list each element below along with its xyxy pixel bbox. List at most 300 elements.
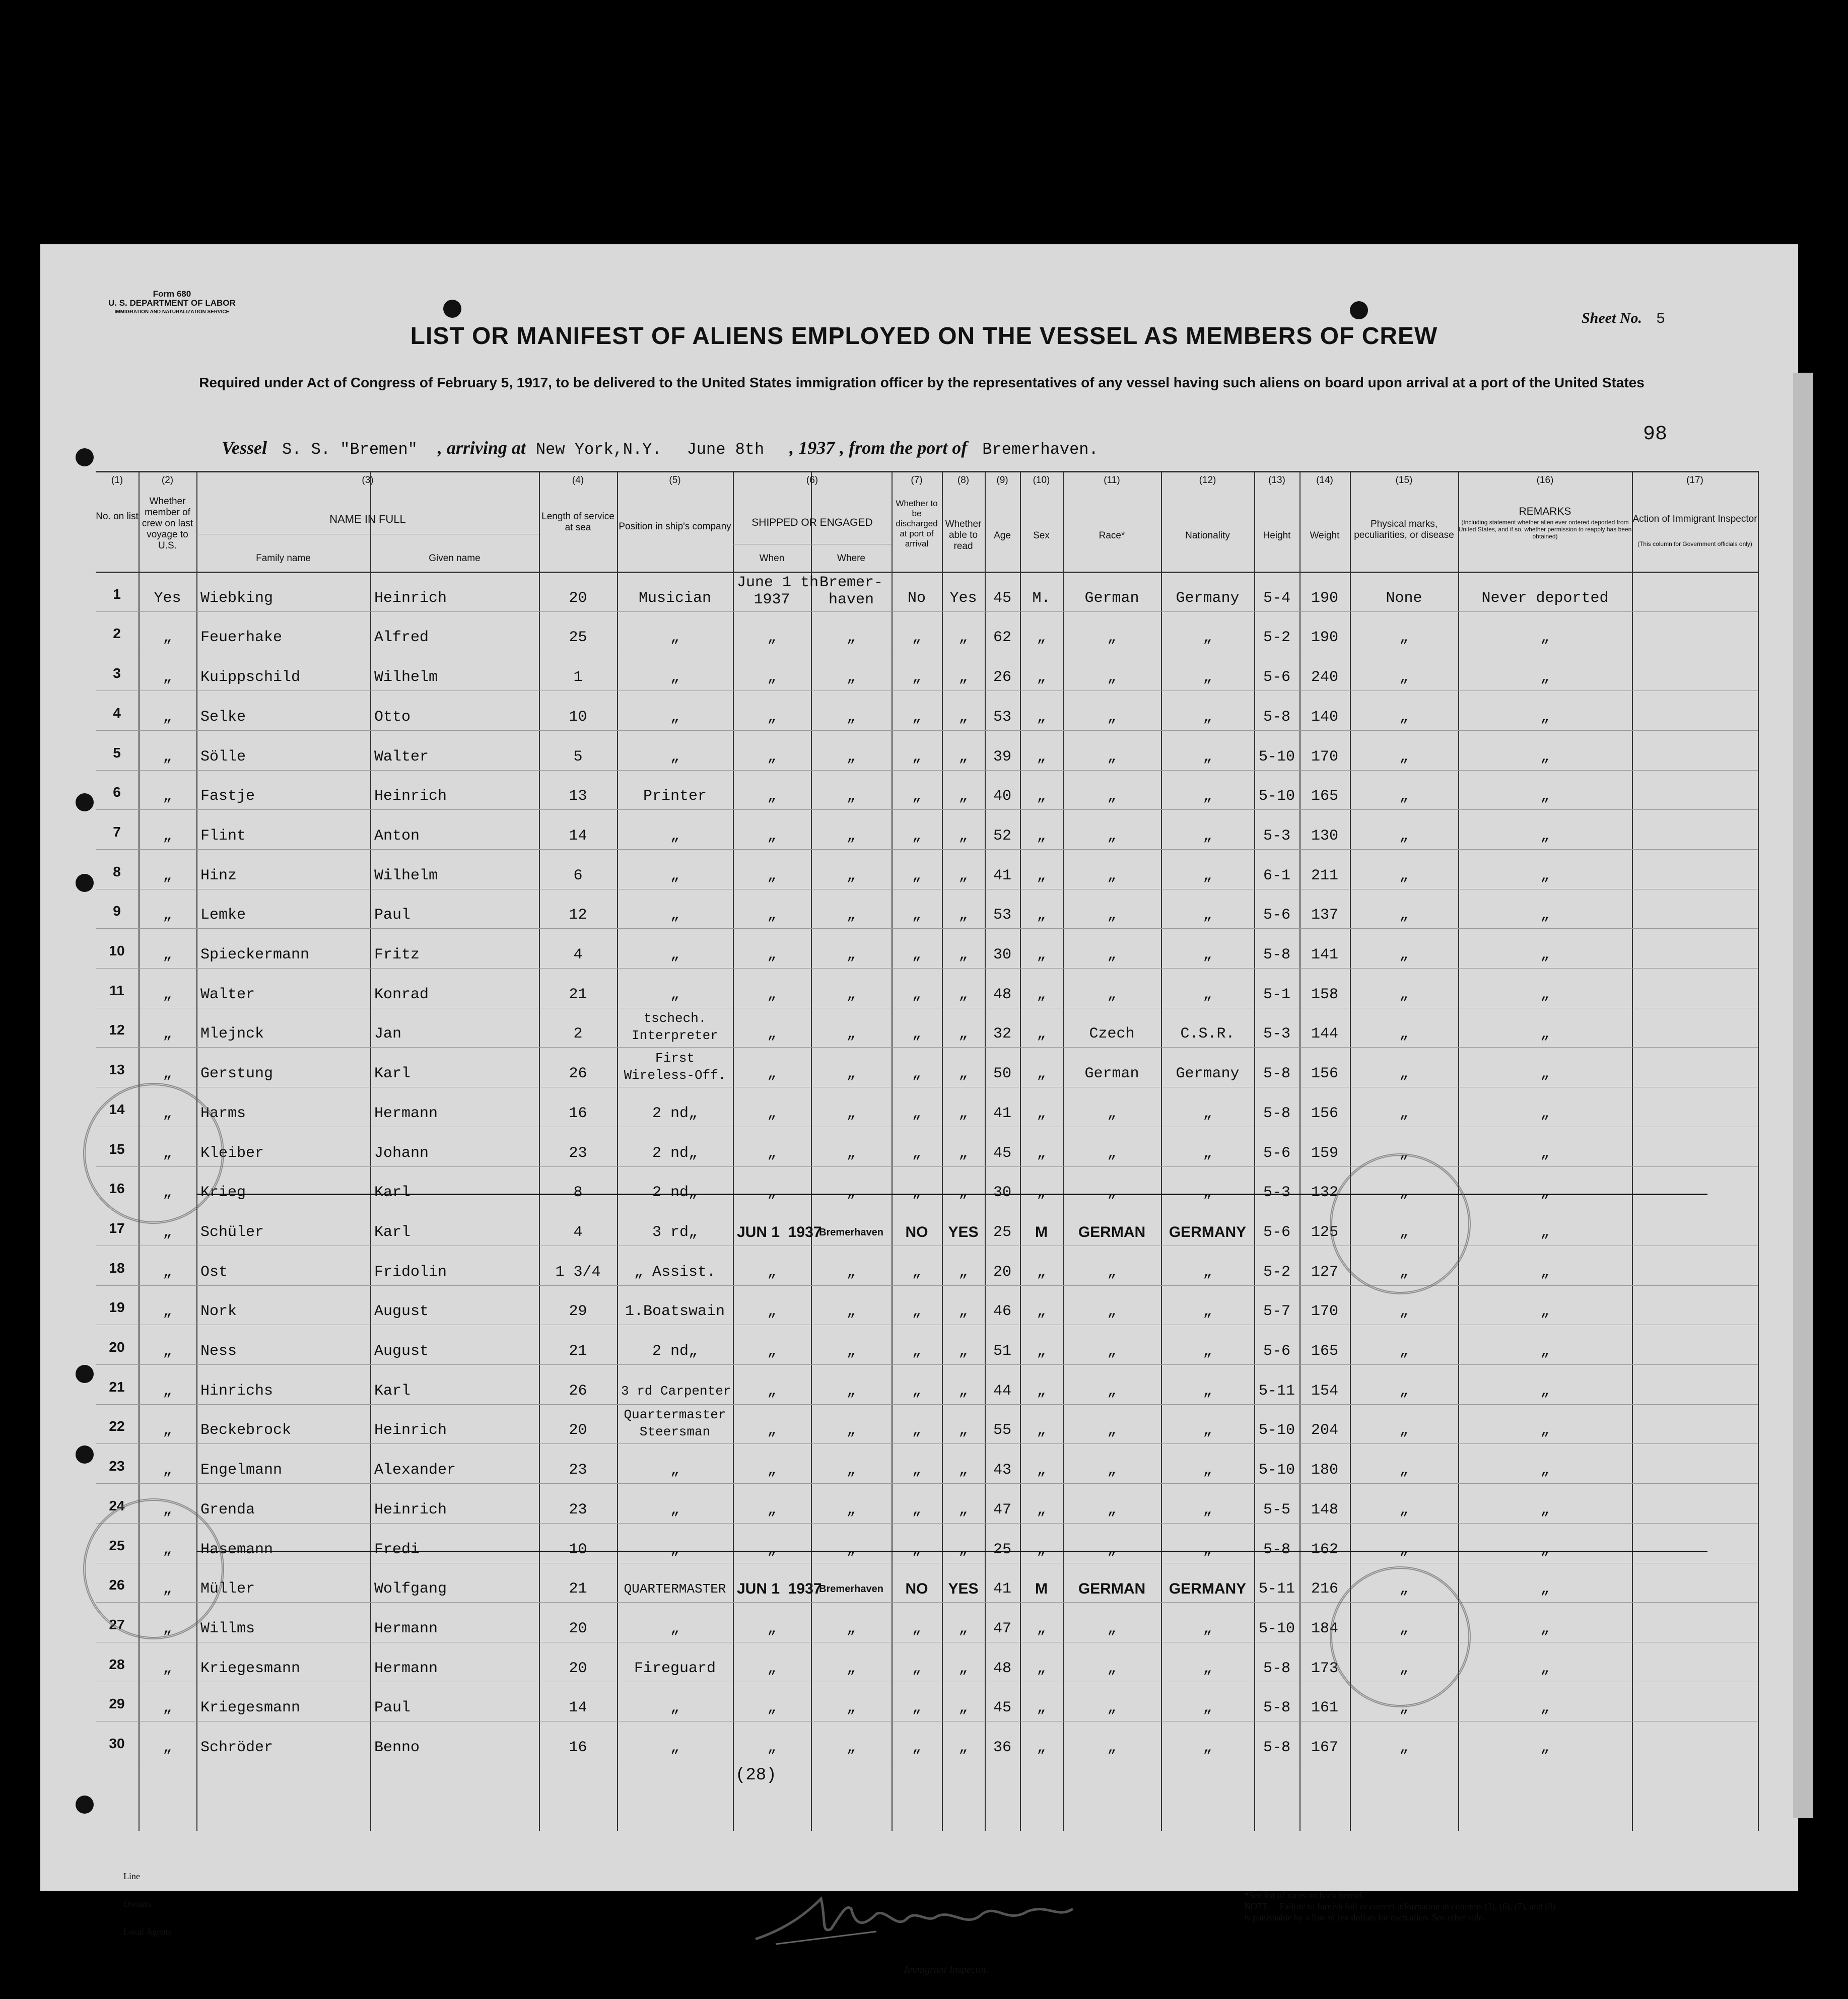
able-to-read: „ [959, 788, 968, 805]
age: 36 [993, 1739, 1011, 1756]
row-number: 27 [109, 1616, 125, 1632]
physical-marks: „ [1399, 1422, 1409, 1439]
shipped-where: „ [846, 986, 856, 1003]
race: „ [1107, 1184, 1117, 1202]
physical-marks: „ [1399, 1462, 1409, 1479]
crew-table [96, 471, 1758, 1831]
discharged: „ [912, 1144, 921, 1162]
weight: 162 [1311, 1541, 1338, 1558]
table-top-rule [96, 471, 1758, 472]
remarks: „ [1540, 907, 1550, 924]
nationality: „ [1203, 986, 1212, 1003]
page-subtitle: Required under Act of Congress of February 5, 1917, to be delivered to the United States immigration officer by the representatives of any vessel having such aliens on board upon arrival at a port of the United States [199, 375, 1645, 390]
crew-on-last-voyage: „ [163, 946, 172, 963]
nationality: „ [1203, 1382, 1212, 1400]
shipped-where: „ [846, 748, 856, 766]
shipped-when: „ [767, 669, 777, 686]
given-name: Benno [374, 1739, 420, 1756]
weight: 165 [1311, 1343, 1338, 1360]
row-number: 16 [109, 1181, 125, 1197]
weight: 204 [1311, 1422, 1338, 1439]
physical-marks: „ [1399, 1501, 1409, 1519]
physical-marks: „ [1399, 748, 1409, 766]
page-title: LIST OR MANIFEST OF ALIENS EMPLOYED ON THE VESSEL AS MEMBERS OF CREW [410, 323, 1438, 350]
header-no-on-list: No. on list [96, 511, 139, 522]
crew-on-last-voyage: „ [163, 1739, 172, 1756]
crew-on-last-voyage: „ [163, 1184, 172, 1202]
row-rule [96, 1404, 1758, 1405]
race: „ [1107, 907, 1117, 924]
shipped-where: „ [846, 1422, 856, 1439]
height: 5-3 [1263, 1025, 1290, 1043]
discharged: „ [912, 1105, 921, 1122]
shipped-where: Bremer- haven [819, 574, 883, 608]
remarks: „ [1540, 827, 1550, 845]
physical-marks: „ [1399, 1105, 1409, 1122]
shipped-when: „ [767, 1382, 777, 1400]
punch-hole [76, 448, 94, 466]
shipped-where: „ [846, 1660, 856, 1677]
race: „ [1107, 867, 1117, 884]
family-name: Hinrichs [200, 1382, 273, 1400]
length-of-service: 14 [569, 827, 587, 845]
column-rule [811, 471, 812, 1831]
row-rule [96, 928, 1758, 929]
column-rule [1020, 471, 1021, 1831]
position: 2 nd„ [652, 1343, 698, 1360]
shipped-when: „ [767, 827, 777, 845]
row-number: 14 [109, 1101, 125, 1117]
able-to-read: YES [948, 1223, 979, 1240]
position: 2 nd„ [652, 1144, 698, 1162]
height: 5-3 [1263, 827, 1290, 845]
position: „ [670, 1501, 679, 1519]
height: 5-2 [1263, 629, 1290, 647]
column-rule [370, 471, 371, 1831]
row-rule [96, 611, 1758, 612]
physical-marks: „ [1399, 788, 1409, 805]
nationality: „ [1203, 1620, 1212, 1637]
length-of-service: 10 [569, 1541, 587, 1558]
able-to-read: „ [959, 748, 968, 766]
position: tschech. Interpreter [632, 1011, 718, 1044]
crew-on-last-voyage: Yes [154, 589, 181, 607]
vessel-label: Vessel [222, 438, 267, 458]
age: 40 [993, 788, 1011, 805]
header-when: When [759, 553, 785, 564]
weight: 216 [1311, 1580, 1338, 1598]
shipped-where: „ [846, 1105, 856, 1122]
age: 48 [993, 1660, 1011, 1677]
remarks: „ [1540, 1184, 1550, 1202]
physical-marks: „ [1399, 1382, 1409, 1400]
from-port-label: , from the port of [840, 438, 968, 458]
discharged: „ [912, 669, 921, 686]
sex: „ [1037, 748, 1046, 766]
row-number: 10 [109, 943, 125, 958]
discharged: No [907, 589, 926, 607]
row-number: 24 [109, 1497, 125, 1513]
shipped-where: Bremerhaven [819, 1226, 883, 1238]
physical-marks: „ [1399, 946, 1409, 963]
height: 5-6 [1263, 907, 1290, 924]
nationality: „ [1203, 1144, 1212, 1162]
shipped-when: „ [767, 1025, 777, 1043]
remarks: „ [1540, 1025, 1550, 1043]
position: First Wireless-Off. [624, 1051, 726, 1083]
crew-on-last-voyage: „ [163, 1541, 172, 1558]
length-of-service: 4 [573, 946, 583, 963]
length-of-service: 10 [569, 708, 587, 726]
physical-marks: „ [1399, 1580, 1409, 1598]
sex: „ [1037, 669, 1046, 686]
position: QUARTERMASTER [624, 1581, 726, 1597]
nationality: C.S.R. [1180, 1025, 1235, 1043]
physical-marks: „ [1399, 1263, 1409, 1281]
given-name: Karl [374, 1382, 411, 1400]
sex: M [1035, 1223, 1048, 1240]
remarks: „ [1540, 986, 1550, 1003]
row-rule [96, 1047, 1758, 1048]
shipped-where: „ [846, 1501, 856, 1519]
family-name: Wiebking [200, 589, 273, 607]
able-to-read: „ [959, 827, 968, 845]
column-rule [942, 471, 943, 1831]
shipped-when: „ [767, 1699, 777, 1717]
header-sex: Sex [1033, 530, 1050, 541]
row-number: 11 [109, 982, 124, 998]
crew-on-last-voyage: „ [163, 1382, 172, 1400]
remarks: „ [1540, 1422, 1550, 1439]
header-weight: Weight [1310, 530, 1340, 541]
remarks: „ [1540, 1541, 1550, 1558]
punch-hole [76, 874, 94, 892]
given-name: Fritz [374, 946, 420, 963]
race: „ [1107, 1422, 1117, 1439]
able-to-read: „ [959, 1144, 968, 1162]
shipped-when: „ [767, 1144, 777, 1162]
nationality: „ [1203, 1422, 1212, 1439]
given-name: Alexander [374, 1462, 456, 1479]
physical-marks: „ [1399, 1144, 1409, 1162]
age: 52 [993, 827, 1011, 845]
height: 5-10 [1258, 788, 1295, 805]
physical-marks: „ [1399, 1303, 1409, 1321]
family-name: Mlejnck [200, 1025, 264, 1043]
shipped-where: Bremerhaven [819, 1583, 883, 1595]
crew-on-last-voyage: „ [163, 1025, 172, 1043]
shipped-where: „ [846, 1541, 856, 1558]
able-to-read: „ [959, 1343, 968, 1360]
family-name: Spieckermann [200, 946, 310, 963]
height: 5-3 [1263, 1184, 1290, 1202]
sex: „ [1037, 827, 1046, 845]
physical-marks: „ [1399, 1541, 1409, 1558]
height: 5-11 [1258, 1382, 1295, 1400]
header-shipped-engaged: SHIPPED OR ENGAGED [751, 517, 873, 528]
race: „ [1107, 708, 1117, 726]
family-name: Sölle [200, 748, 246, 766]
shipped-where: „ [846, 1620, 856, 1637]
inspector-label: Immigrant Inspector. [904, 1964, 989, 1975]
race: „ [1107, 669, 1117, 686]
able-to-read: Yes [949, 589, 977, 607]
age: 47 [993, 1620, 1011, 1637]
sex: „ [1037, 1660, 1046, 1677]
age: 39 [993, 748, 1011, 766]
length-of-service: 14 [569, 1699, 587, 1717]
discharged: „ [912, 1660, 921, 1677]
sex: „ [1037, 867, 1046, 884]
position: „ [670, 629, 679, 647]
row-number: 7 [113, 823, 121, 840]
physical-marks: „ [1399, 867, 1409, 884]
punch-hole [76, 1365, 94, 1383]
crew-on-last-voyage: „ [163, 748, 172, 766]
weight: 211 [1311, 867, 1338, 884]
family-name: Harms [200, 1105, 246, 1122]
footnote-note: NOTE.—Failure to furnish full or correct information in columns (3), (6), (7), and (8) [1244, 1901, 1556, 1911]
weight: 161 [1311, 1699, 1338, 1717]
discharged: „ [912, 1065, 921, 1083]
nationality: „ [1203, 1699, 1212, 1717]
weight: 130 [1311, 827, 1338, 845]
position: „ [670, 669, 679, 686]
physical-marks: None [1386, 589, 1422, 607]
remarks: Never deported [1481, 589, 1609, 607]
family-name: Ost [200, 1263, 228, 1281]
crew-on-last-voyage: „ [163, 669, 172, 686]
header-where: Where [837, 553, 865, 564]
weight: 154 [1311, 1382, 1338, 1400]
shipped-where: „ [846, 1263, 856, 1281]
row-count-note: (28) [735, 1766, 777, 1785]
row-number: 9 [113, 903, 121, 919]
row-rule [96, 730, 1758, 731]
race: „ [1107, 986, 1117, 1003]
nationality: „ [1203, 946, 1212, 963]
nationality: „ [1203, 788, 1212, 805]
age: 53 [993, 708, 1011, 726]
crew-on-last-voyage: „ [163, 1223, 172, 1241]
column-number: (12) [1199, 475, 1216, 486]
height: 5-10 [1258, 1620, 1295, 1637]
remarks: „ [1540, 1263, 1550, 1281]
column-rule [1632, 471, 1633, 1831]
age: 53 [993, 907, 1011, 924]
shipped-when: „ [767, 1065, 777, 1083]
column-rule [1758, 471, 1759, 1831]
age: 41 [993, 1580, 1011, 1598]
vessel-line [222, 437, 1099, 459]
remarks: „ [1540, 669, 1550, 686]
discharged: „ [912, 788, 921, 805]
form-service: IMMIGRATION AND NATURALIZATION SERVICE [114, 309, 230, 315]
column-number: (5) [669, 475, 681, 486]
shipped-where: „ [846, 1343, 856, 1360]
crew-on-last-voyage: „ [163, 629, 172, 647]
able-to-read: „ [959, 1263, 968, 1281]
family-name: Nork [200, 1303, 237, 1321]
crew-on-last-voyage: „ [163, 867, 172, 884]
able-to-read: „ [959, 1422, 968, 1439]
race: „ [1107, 1382, 1117, 1400]
crew-on-last-voyage: „ [163, 1699, 172, 1717]
row-number: 25 [109, 1537, 125, 1553]
crew-on-last-voyage: „ [163, 788, 172, 805]
consulate-stamp [83, 1498, 224, 1639]
sex: „ [1037, 1105, 1046, 1122]
able-to-read: „ [959, 1184, 968, 1202]
sex: „ [1037, 629, 1046, 647]
crew-on-last-voyage: „ [163, 1105, 172, 1122]
discharged: „ [912, 827, 921, 845]
sheet-number-label: Sheet No. [1582, 310, 1642, 326]
discharged: „ [912, 907, 921, 924]
column-rule [733, 471, 734, 1831]
position: „ [670, 907, 679, 924]
physical-marks: „ [1399, 1065, 1409, 1083]
consulate-stamp [83, 1083, 224, 1224]
able-to-read: „ [959, 1025, 968, 1043]
position: Printer [643, 788, 707, 805]
race: „ [1107, 748, 1117, 766]
shipped-where: „ [846, 708, 856, 726]
position: „ [670, 1541, 679, 1558]
column-number: (10) [1033, 475, 1050, 486]
column-number: (11) [1104, 475, 1120, 486]
length-of-service: 21 [569, 1580, 587, 1598]
discharged: „ [912, 1739, 921, 1756]
crew-on-last-voyage: „ [163, 907, 172, 924]
nationality: „ [1203, 1303, 1212, 1321]
age: 51 [993, 1343, 1011, 1360]
position: „ [670, 1699, 679, 1717]
nationality: „ [1203, 708, 1212, 726]
length-of-service: 4 [573, 1223, 583, 1241]
given-name: Heinrich [374, 788, 447, 805]
column-number: (7) [911, 475, 923, 486]
sex: „ [1037, 946, 1046, 963]
weight: 141 [1311, 946, 1338, 963]
height: 5-8 [1263, 946, 1290, 963]
shipped-where: „ [846, 1065, 856, 1083]
header-inspector-note: (This column for Government officials only) [1637, 540, 1752, 547]
header-bottom-rule [96, 572, 1758, 573]
position: „ [670, 748, 679, 766]
given-name: Heinrich [374, 1422, 447, 1439]
family-name: Schröder [200, 1739, 273, 1756]
able-to-read: „ [959, 1660, 968, 1677]
nationality: GERMANY [1169, 1580, 1247, 1598]
shipped-where: „ [846, 1739, 856, 1756]
age: 48 [993, 986, 1011, 1003]
column-rule [892, 471, 893, 1831]
shipped-where: „ [846, 827, 856, 845]
remarks: „ [1540, 1303, 1550, 1321]
sex: „ [1037, 1422, 1046, 1439]
punch-hole [76, 793, 94, 811]
given-name: Fridolin [374, 1263, 447, 1281]
age: 30 [993, 946, 1011, 963]
given-name: Wilhelm [374, 669, 438, 686]
age: 44 [993, 1382, 1011, 1400]
shipped-where: „ [846, 1025, 856, 1043]
column-rule [1161, 471, 1162, 1831]
remarks: „ [1540, 867, 1550, 884]
position: Quartermaster Steersman [624, 1407, 726, 1440]
nationality: „ [1203, 1660, 1212, 1677]
page-edge [1793, 373, 1813, 1818]
physical-marks: „ [1399, 629, 1409, 647]
shipped-where: „ [846, 788, 856, 805]
height: 5-11 [1258, 1580, 1295, 1598]
family-name: Gerstung [200, 1065, 273, 1083]
height: 5-6 [1263, 1144, 1290, 1162]
position: „ [670, 867, 679, 884]
age: 46 [993, 1303, 1011, 1321]
nationality: „ [1203, 669, 1212, 686]
form-identifier [108, 290, 236, 317]
footer-line-label: Line [123, 1871, 140, 1881]
position: „ Assist. [634, 1263, 716, 1281]
height: 5-10 [1258, 1462, 1295, 1479]
given-name: Konrad [374, 986, 429, 1003]
row-rule [96, 849, 1758, 850]
weight: 156 [1311, 1065, 1338, 1083]
crew-on-last-voyage: „ [163, 708, 172, 726]
length-of-service: 29 [569, 1303, 587, 1321]
discharged: „ [912, 1263, 921, 1281]
given-name: August [374, 1303, 429, 1321]
age: 62 [993, 629, 1011, 647]
physical-marks: „ [1399, 1699, 1409, 1717]
shipped-when: „ [767, 629, 777, 647]
row-number: 21 [109, 1378, 125, 1395]
age: 30 [993, 1184, 1011, 1202]
position: 2 nd„ [652, 1105, 698, 1122]
shipped-where: „ [846, 669, 856, 686]
remarks: „ [1540, 1462, 1550, 1479]
discharged: NO [905, 1580, 928, 1598]
footer-owners-label: Owners [123, 1899, 152, 1909]
vessel-name: S. S. "Bremen" [282, 440, 418, 459]
able-to-read: „ [959, 1620, 968, 1637]
remarks: „ [1540, 1343, 1550, 1360]
sex: „ [1037, 1699, 1046, 1717]
header-length-service: Length of service at sea [541, 511, 614, 533]
shipped-where: „ [846, 946, 856, 963]
family-name: Kuippschild [200, 669, 301, 686]
race: German [1084, 1065, 1139, 1083]
weight: 170 [1311, 748, 1338, 766]
age: 45 [993, 589, 1011, 607]
sex: „ [1037, 1065, 1046, 1083]
remarks: „ [1540, 1580, 1550, 1598]
age: 45 [993, 1699, 1011, 1717]
race: „ [1107, 1462, 1117, 1479]
sex: „ [1037, 1144, 1046, 1162]
column-rule [985, 471, 986, 1831]
given-name: Karl [374, 1065, 411, 1083]
remarks: „ [1540, 748, 1550, 766]
form-number: Form 680 [153, 289, 191, 299]
weight: 158 [1311, 986, 1338, 1003]
column-rule [1299, 471, 1301, 1831]
family-name: Feuerhake [200, 629, 283, 647]
length-of-service: 23 [569, 1144, 587, 1162]
given-name: Walter [374, 748, 429, 766]
